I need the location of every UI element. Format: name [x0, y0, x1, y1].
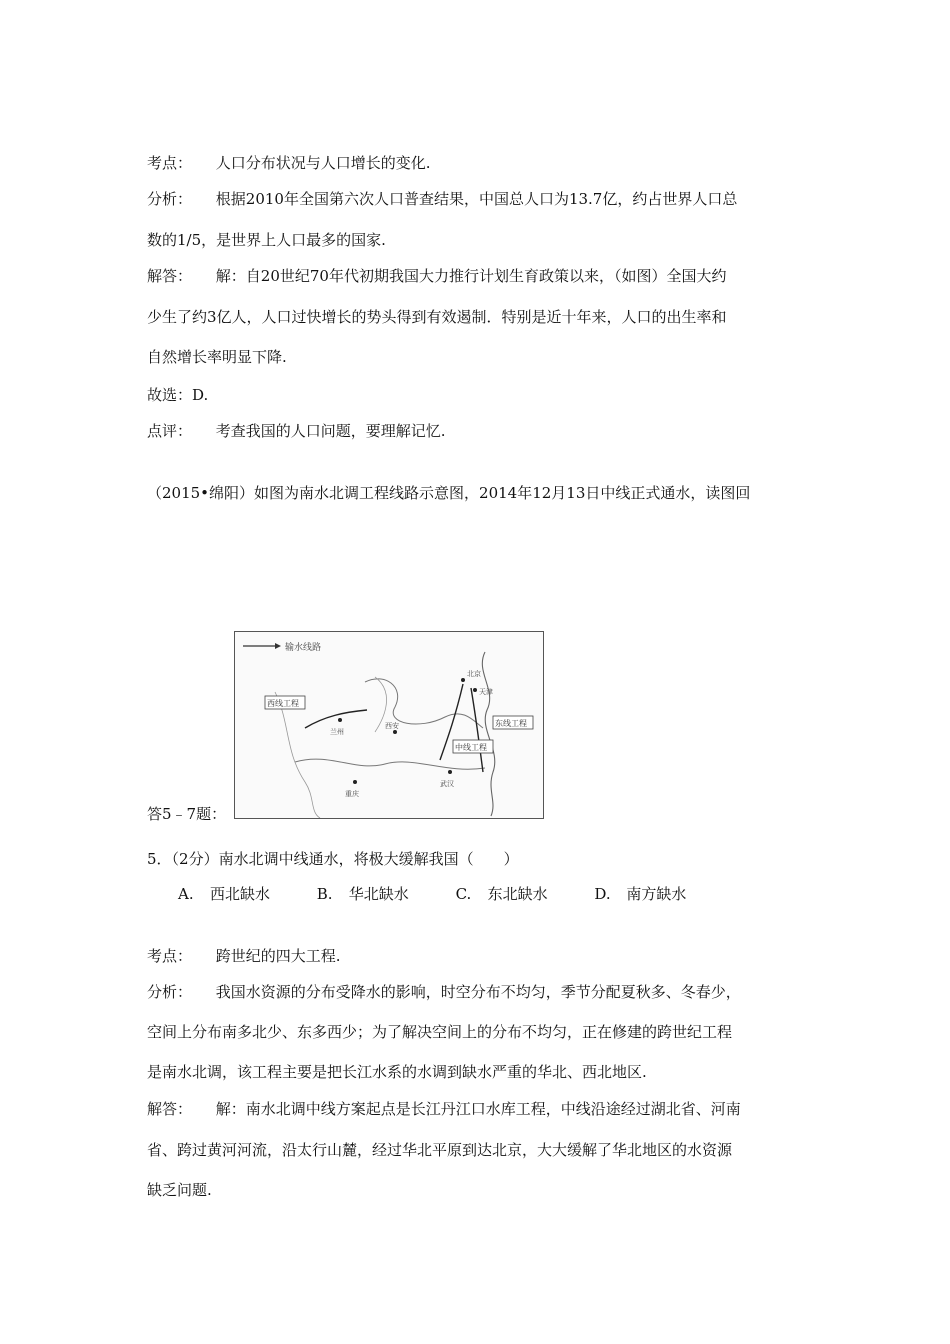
question-5-options — [178, 883, 728, 904]
jieda-label: 解答： — [147, 1100, 193, 1118]
map-label-middle: 中线工程 — [455, 743, 487, 752]
fenxi-text: 根据2010年全国第六次人口普查结果，中国总人口为13.7亿，约占世界人口总 — [215, 190, 738, 208]
city-label: 天津 — [479, 688, 493, 696]
answer-choice: 故选：D. — [147, 386, 209, 404]
city-label: 西安 — [385, 722, 399, 730]
option-text: 华北缺水 — [348, 885, 409, 903]
jieda-continued-1: 少生了约3亿人，人口过快增长的势头得到有效遏制．特别是近十年来，人口的出生率和 — [147, 308, 727, 326]
jieda-label: 解答： — [147, 267, 193, 285]
option-b — [317, 883, 451, 904]
jieda-row-2 — [147, 1098, 741, 1119]
city-label: 北京 — [467, 670, 481, 678]
east-route — [471, 688, 483, 772]
city-dot — [338, 718, 342, 722]
city-label: 武汉 — [440, 780, 454, 788]
option-text: 西北缺水 — [210, 885, 271, 903]
city-label: 重庆 — [345, 790, 359, 798]
option-text: 南方缺水 — [626, 885, 687, 903]
jieda-continued: 缺乏问题. — [147, 1181, 212, 1199]
option-c — [456, 883, 590, 904]
jieda-text: 解：自20世纪70年代初期我国大力推行计划生育政策以来，（如图）全国大约 — [215, 267, 727, 285]
fenxi-continued: 空间上分布南多北少、东多西少；为了解决空间上的分布不均匀，正在修建的跨世纪工程 — [147, 1023, 733, 1041]
dianping-row — [147, 420, 446, 441]
question-intro-continued: 答5﹣7题： — [147, 805, 227, 823]
fenxi-row-1 — [147, 188, 737, 209]
west-route — [305, 710, 367, 728]
kaodian-text: 人口分布状况与人口增长的变化. — [215, 154, 431, 172]
option-letter: C. — [455, 885, 472, 903]
option-letter: A. — [178, 885, 194, 903]
jieda-text: 解：南水北调中线方案起点是长江丹江口水库工程，中线沿途经过湖北省、河南 — [215, 1100, 741, 1118]
fenxi-label: 分析： — [147, 190, 193, 208]
fenxi-label: 分析： — [147, 983, 193, 1001]
city-dot — [393, 730, 397, 734]
option-d — [594, 883, 728, 904]
jieda-continued: 省、跨过黄河河流，沿太行山麓，经过华北平原到达北京，大大缓解了华北地区的水资源 — [147, 1141, 733, 1159]
map-drawing — [235, 632, 543, 818]
question-intro: （2015•绵阳）如图为南水北调工程线路示意图，2014年12月13日中线正式通水，读图回 — [147, 484, 751, 502]
city-dot — [353, 780, 357, 784]
kaodian-label: 考点： — [147, 947, 193, 965]
option-text: 东北缺水 — [487, 885, 548, 903]
kaodian-row-2 — [147, 945, 341, 966]
option-a — [178, 883, 312, 904]
city-dot — [461, 678, 465, 682]
question-5-stem: 5．（2分）南水北调中线通水，将极大缓解我国（ ） — [147, 850, 519, 868]
kaodian-text: 跨世纪的四大工程. — [215, 947, 341, 965]
legend-text: 输水线路 — [285, 643, 322, 653]
fenxi-continued: 数的1/5，是世界上人口最多的国家. — [147, 231, 386, 249]
yellow-river — [365, 679, 483, 728]
yangtze-river — [295, 759, 485, 769]
kaodian-row-1 — [147, 152, 431, 173]
fenxi-row-2 — [147, 981, 741, 1002]
jieda-row-1 — [147, 265, 726, 286]
dianping-text: 考查我国的人口问题，要理解记忆. — [215, 422, 446, 440]
city-dot — [448, 770, 452, 774]
west-river — [275, 692, 320, 818]
kaodian-label: 考点： — [147, 154, 193, 172]
water-diversion-map — [234, 631, 544, 819]
legend-arrow-icon — [275, 643, 281, 649]
dianping-label: 点评： — [147, 422, 193, 440]
city-label: 兰州 — [330, 728, 344, 736]
option-letter: B. — [316, 885, 333, 903]
city-dot — [473, 688, 477, 692]
fenxi-continued: 是南水北调，该工程主要是把长江水系的水调到缺水严重的华北、西北地区. — [147, 1063, 647, 1081]
jieda-continued-2: 自然增长率明显下降. — [147, 348, 287, 366]
option-letter: D. — [594, 885, 611, 903]
map-label-east: 东线工程 — [495, 719, 527, 728]
coastline — [482, 652, 494, 816]
fenxi-text: 我国水资源的分布受降水的影响，时空分布不均匀，季节分配夏秋多、冬春少， — [215, 983, 741, 1001]
map-label-west: 西线工程 — [267, 699, 299, 708]
